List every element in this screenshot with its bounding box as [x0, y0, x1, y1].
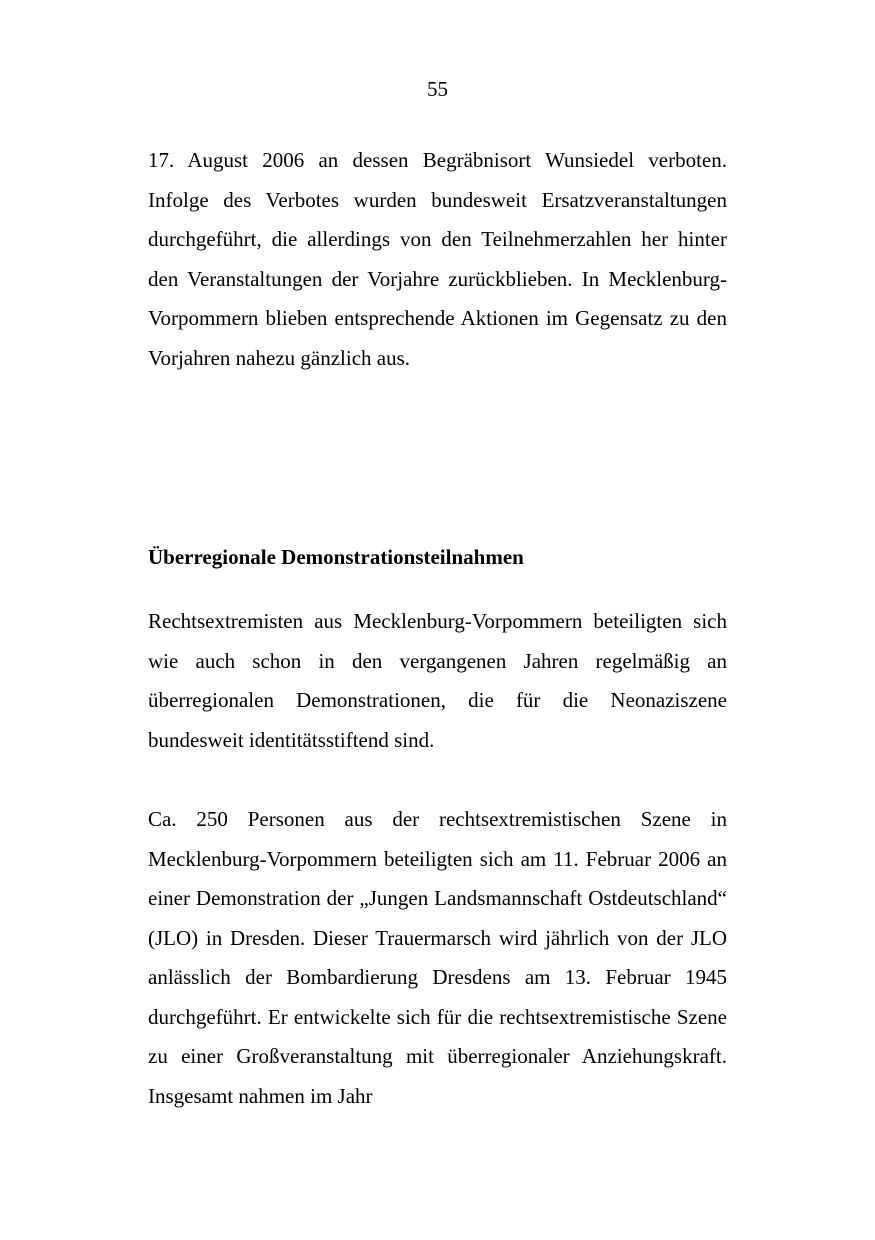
page-number: 55: [427, 77, 448, 101]
paragraph-demonstrations-intro: Rechtsextremisten aus Mecklenburg-Vorpommern beteiligten sich wie auch schon in den vergangenen Jahren regelmäßig an überregionalen Demonstrationen, die für die Neonaziszene bundesweit identitätsstiftend sind.: [148, 609, 727, 752]
paragraph-dresden-march: Ca. 250 Personen aus der rechtsextremistischen Szene in Mecklenburg-Vorpommern beteiligten sich am 11. Februar 2006 an einer Demonstration der „Jungen Landsmannschaft Ostdeutschland“ (JLO) in Dresden. Dieser Trauermarsch wird jährlich von der JLO anlässlich der Bombardierung Dresdens am 13. Februar 1945 durchgeführt. Er entwickelte sich für die rechtsextremistische Szene zu einer Großveranstaltung mit überregionaler Anziehungskraft. Insgesamt nahmen im Jahr: [148, 807, 727, 1108]
paragraph-wunsiedel: 17. August 2006 an dessen Begräbnisort Wunsiedel verboten. Infolge des Verbotes wurden bundesweit Ersatzveranstaltungen durchgeführt, die allerdings von den Teilnehmerzahlen her hinter den Veranstaltungen der Vorjahre zurückblieben. In Mecklenburg-Vorpommern blieben entsprechende Aktionen im Gegensatz zu den Vorjahren nahezu gänzlich aus.: [148, 148, 727, 370]
section-heading: Überregionale Demonstrationsteilnahmen: [148, 545, 524, 569]
